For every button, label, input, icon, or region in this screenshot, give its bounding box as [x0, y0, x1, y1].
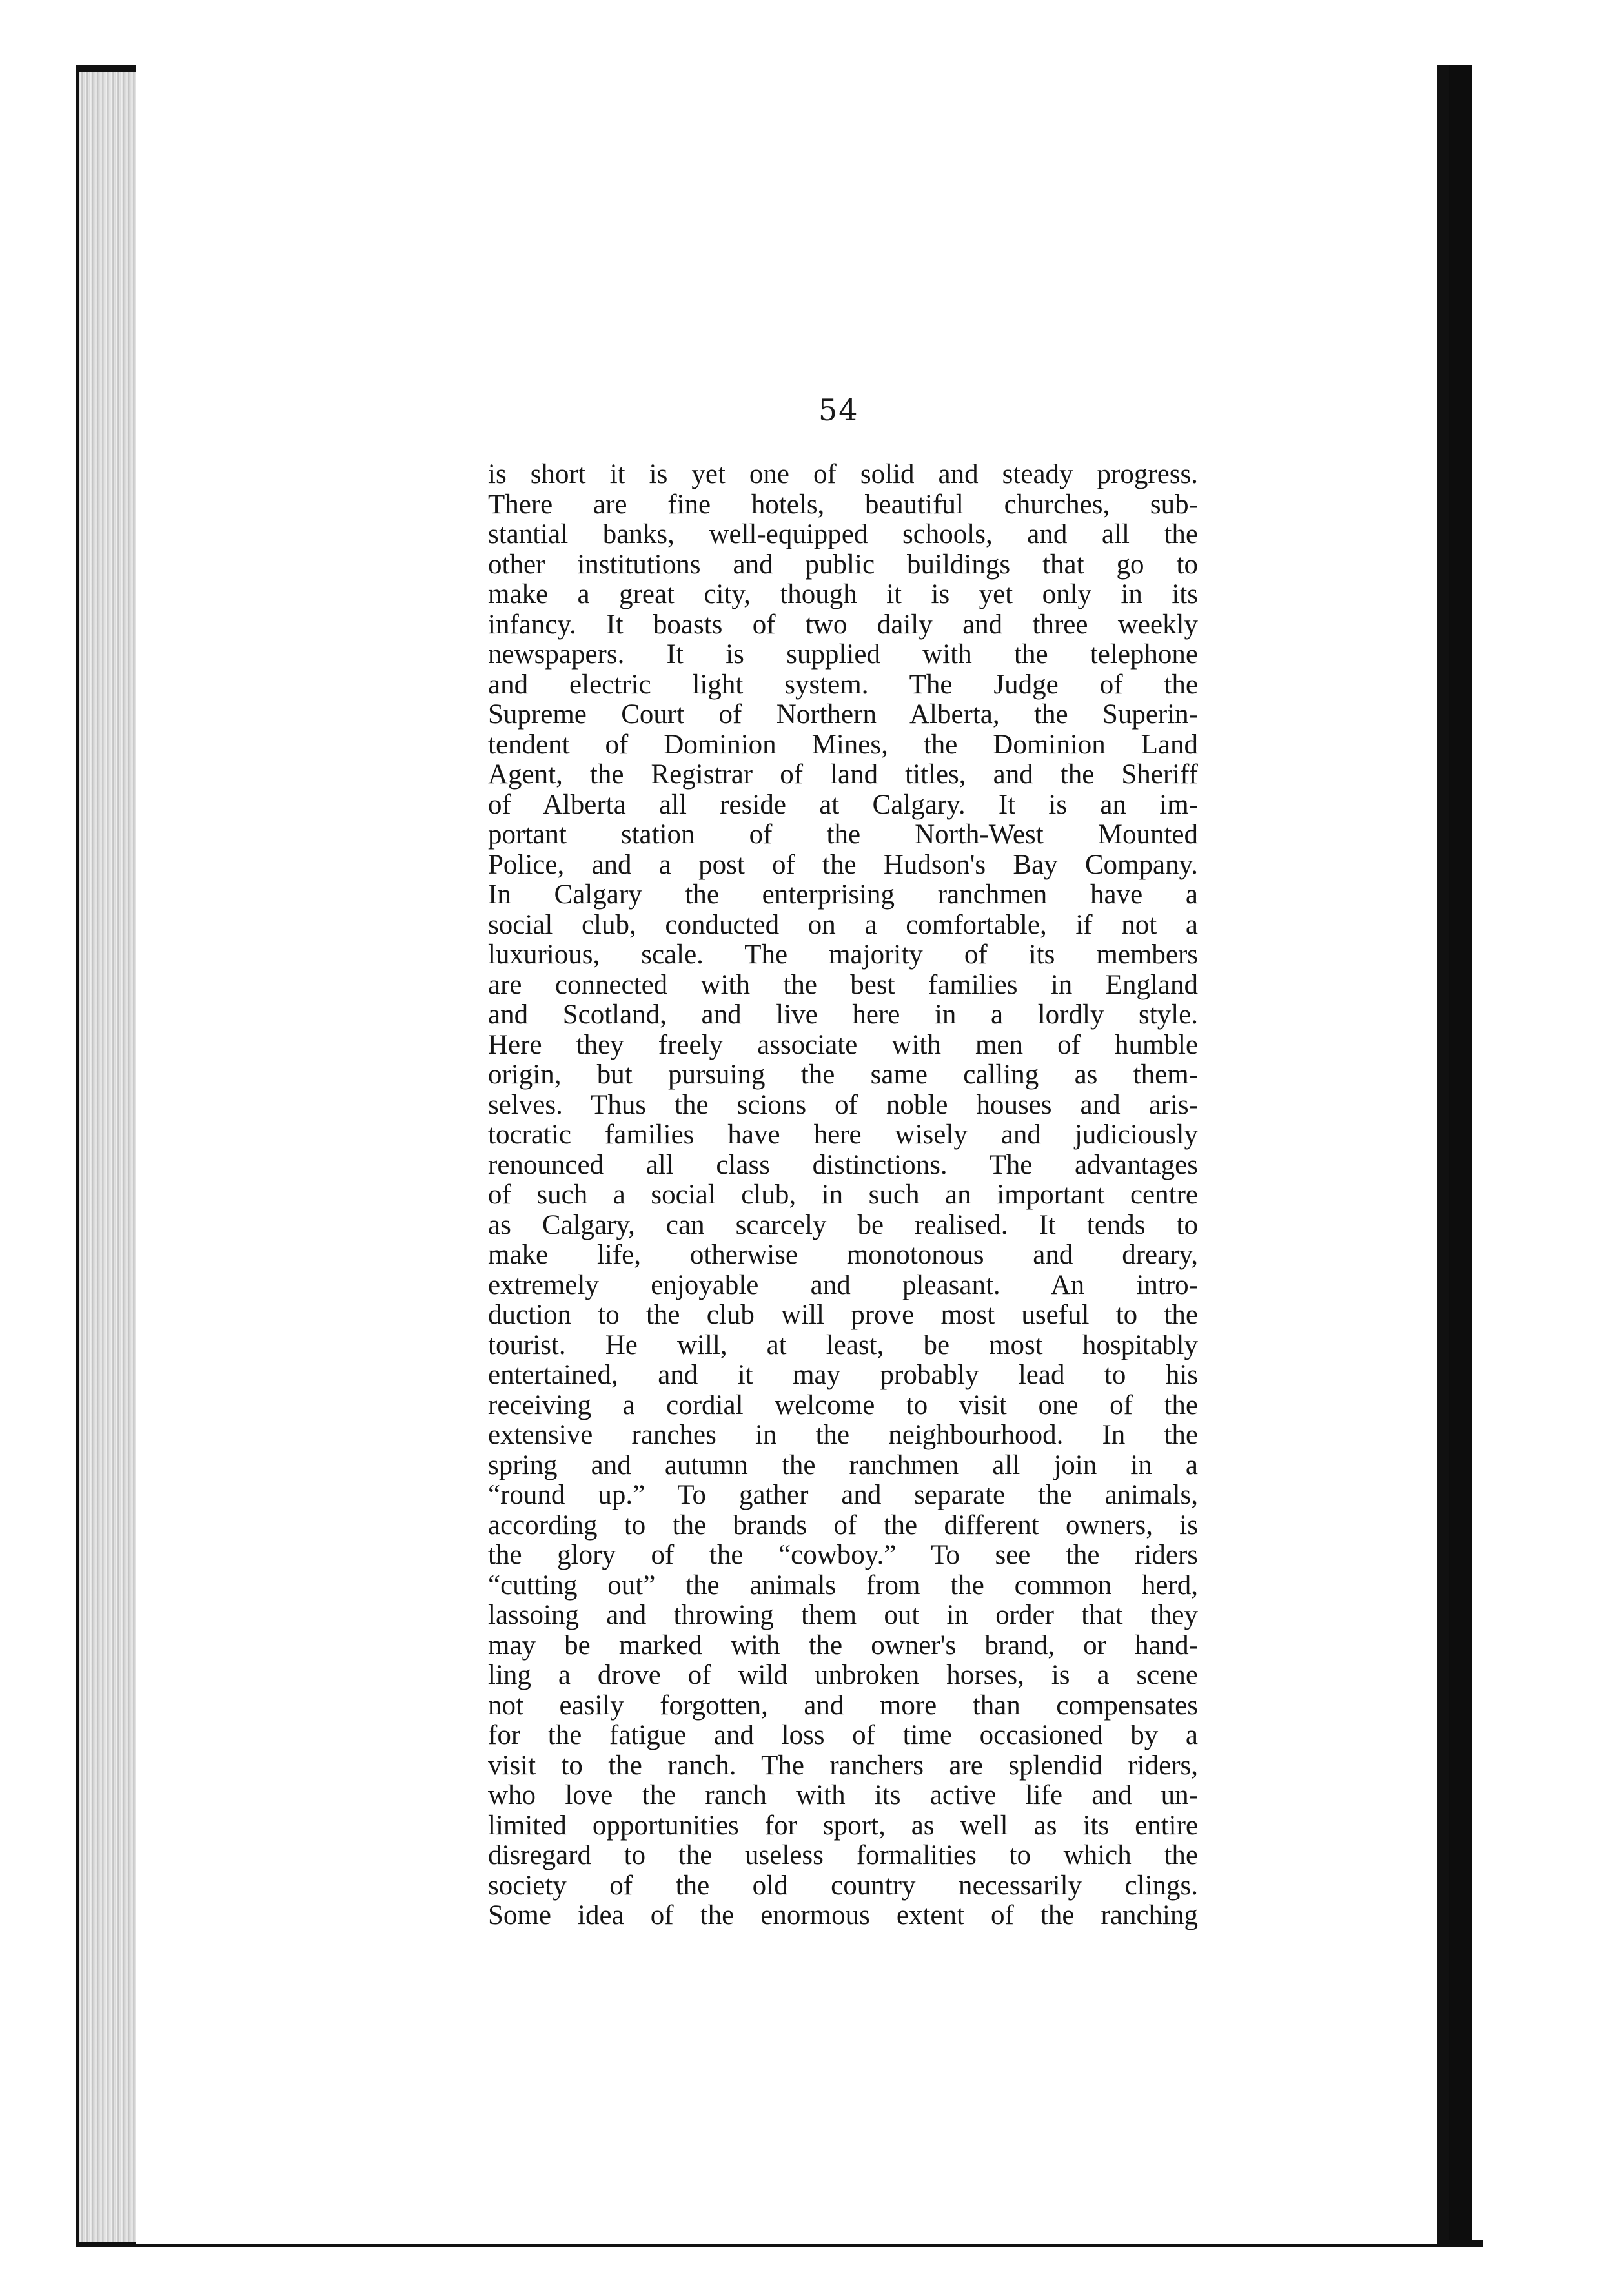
text-line: who love the ranch with its active life and un-	[488, 1781, 1198, 1810]
text-line: Police, and a post of the Hudson's Bay Company.	[488, 850, 1198, 880]
text-line: the glory of the “cowboy.” To see the riders	[488, 1541, 1198, 1570]
text-line: lassoing and throwing them out in order that they	[488, 1601, 1198, 1630]
text-line: and Scotland, and live here in a lordly style.	[488, 1000, 1198, 1030]
text-line: “cutting out” the animals from the common herd,	[488, 1570, 1198, 1601]
text-line: tendent of Dominion Mines, the Dominion Land	[488, 730, 1198, 760]
text-line: duction to the club will prove most useful to the	[488, 1300, 1198, 1330]
text-line: as Calgary, can scarcely be realised. It tends to	[488, 1210, 1198, 1240]
text-line: origin, but pursuing the same calling as them-	[488, 1060, 1198, 1090]
text-line: Some idea of the enormous extent of the ranching	[488, 1901, 1198, 1930]
text-line: luxurious, scale. The majority of its members	[488, 940, 1198, 970]
text-line: for the fatigue and loss of time occasioned by a	[488, 1721, 1198, 1750]
text-line: stantial banks, well-equipped schools, and all the	[488, 520, 1198, 549]
text-line: renounced all class distinctions. The advantages	[488, 1150, 1198, 1180]
body-text	[488, 460, 1198, 1931]
text-line: entertained, and it may probably lead to his	[488, 1360, 1198, 1390]
facing-page-edge	[1449, 65, 1524, 2240]
text-line: society of the old country necessarily clings.	[488, 1870, 1198, 1901]
text-line: and electric light system. The Judge of the	[488, 670, 1198, 700]
text-line: tocratic families have here wisely and judiciously	[488, 1120, 1198, 1150]
text-line: of Alberta all reside at Calgary. It is an im-	[488, 790, 1198, 820]
text-line: “round up.” To gather and separate the animals,	[488, 1480, 1198, 1510]
text-line: Here they freely associate with men of humble	[488, 1030, 1198, 1060]
text-line: newspapers. It is supplied with the telephone	[488, 640, 1198, 670]
text-line: tourist. He will, at least, be most hospitably	[488, 1330, 1198, 1360]
text-line: is short it is yet one of solid and steady progress.	[488, 460, 1198, 489]
text-line: may be marked with the owner's brand, or hand-	[488, 1630, 1198, 1661]
text-line: extremely enjoyable and pleasant. An intro-	[488, 1270, 1198, 1300]
text-line: spring and autumn the ranchmen all join in a	[488, 1450, 1198, 1480]
text-line: extensive ranches in the neighbourhood. In the	[488, 1420, 1198, 1450]
text-line: other institutions and public buildings that go to	[488, 549, 1198, 580]
text-line: disregard to the useless formalities to which the	[488, 1841, 1198, 1870]
text-line: social club, conducted on a comfortable, if not a	[488, 910, 1198, 940]
text-line: visit to the ranch. The ranchers are splendid riders,	[488, 1750, 1198, 1781]
text-line: There are fine hotels, beautiful churches, sub-	[488, 489, 1198, 520]
text-line: according to the brands of the different owners, is	[488, 1510, 1198, 1541]
text-line: are connected with the best families in England	[488, 970, 1198, 1000]
text-line: In Calgary the enterprising ranchmen have a	[488, 880, 1198, 910]
text-line: make a great city, though it is yet only in its	[488, 580, 1198, 609]
text-line: of such a social club, in such an important centre	[488, 1180, 1198, 1210]
page-number: 54	[818, 393, 859, 427]
text-line: limited opportunities for sport, as well as its entire	[488, 1810, 1198, 1841]
text-line: make life, otherwise monotonous and dreary,	[488, 1240, 1198, 1270]
text-line: ling a drove of wild unbroken horses, is a scene	[488, 1661, 1198, 1690]
text-line: portant station of the North-West Mounted	[488, 820, 1198, 850]
text-line: Supreme Court of Northern Alberta, the Superin-	[488, 700, 1198, 730]
text-line: selves. Thus the scions of noble houses and aris-	[488, 1090, 1198, 1120]
text-line: not easily forgotten, and more than compensates	[488, 1690, 1198, 1721]
text-line: receiving a cordial welcome to visit one of the	[488, 1390, 1198, 1420]
page-edges	[79, 72, 143, 2242]
text-line: infancy. It boasts of two daily and three weekly	[488, 609, 1198, 640]
text-line: Agent, the Registrar of land titles, and the Sheriff	[488, 760, 1198, 790]
